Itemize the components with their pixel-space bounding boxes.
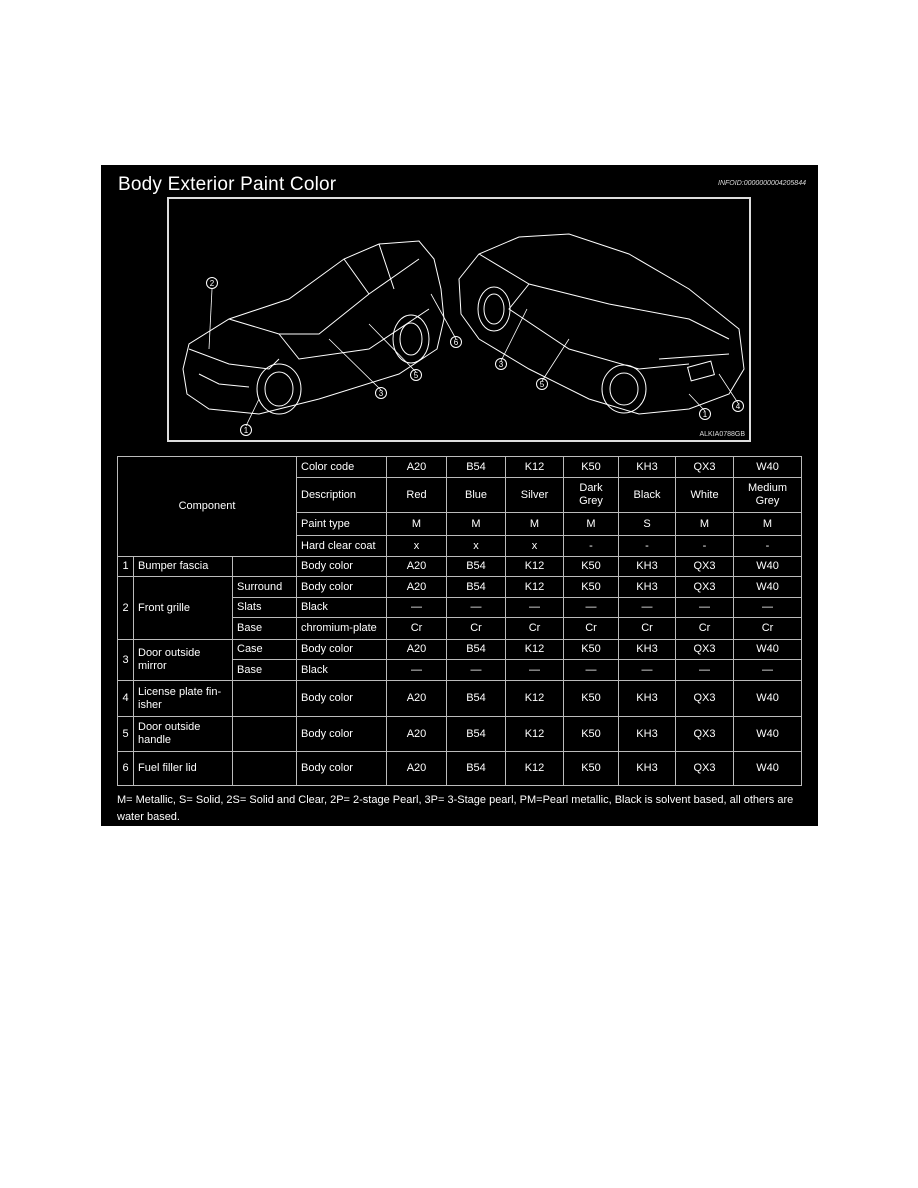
color-value: QX3 xyxy=(676,577,734,598)
component-spec: Body color xyxy=(297,717,387,752)
callout-label: 3 xyxy=(378,389,384,398)
color-value: B54 xyxy=(447,752,506,786)
header-value: x xyxy=(387,536,447,557)
component-name: Door outside handle xyxy=(134,717,233,752)
component-part: Surround xyxy=(233,577,297,598)
component-name: Front grille xyxy=(134,577,233,640)
header-value: x xyxy=(447,536,506,557)
component-spec: chromium-plate xyxy=(297,618,387,640)
color-value: QX3 xyxy=(676,681,734,717)
header-value: K50 xyxy=(564,457,619,478)
header-value: - xyxy=(564,536,619,557)
color-value: — xyxy=(734,660,802,681)
color-value: A20 xyxy=(387,752,447,786)
header-value: M xyxy=(564,513,619,536)
color-value: — xyxy=(619,598,676,618)
color-value: KH3 xyxy=(619,557,676,577)
callout-label: 4 xyxy=(735,402,741,411)
table-row xyxy=(118,752,802,786)
header-value: Dark Grey xyxy=(564,478,619,513)
color-value: A20 xyxy=(387,577,447,598)
table-row xyxy=(118,717,802,752)
color-value: Cr xyxy=(387,618,447,640)
component-part: Case xyxy=(233,640,297,660)
header-value: - xyxy=(676,536,734,557)
header-row xyxy=(118,457,802,478)
color-value: K12 xyxy=(506,681,564,717)
color-value: Cr xyxy=(564,618,619,640)
color-value: Cr xyxy=(506,618,564,640)
color-value: QX3 xyxy=(676,752,734,786)
paint-color-table xyxy=(117,456,802,786)
header-value: S xyxy=(619,513,676,536)
header-value: K12 xyxy=(506,457,564,478)
color-value: — xyxy=(506,598,564,618)
header-value: Silver xyxy=(506,478,564,513)
header-label: Hard clear coat xyxy=(297,536,387,557)
color-value: B54 xyxy=(447,577,506,598)
header-value: M xyxy=(676,513,734,536)
header-value: M xyxy=(734,513,802,536)
color-value: A20 xyxy=(387,557,447,577)
color-value: A20 xyxy=(387,640,447,660)
component-number: 3 xyxy=(118,640,134,681)
component-number: 6 xyxy=(118,752,134,786)
header-value: A20 xyxy=(387,457,447,478)
header-value: Blue xyxy=(447,478,506,513)
callout-label: 1 xyxy=(702,410,708,419)
component-header: Component xyxy=(118,457,297,557)
header-value: x xyxy=(506,536,564,557)
header-value: QX3 xyxy=(676,457,734,478)
component-number: 5 xyxy=(118,717,134,752)
color-value: Cr xyxy=(447,618,506,640)
color-value: — xyxy=(506,660,564,681)
callout-label: 5 xyxy=(413,371,419,380)
color-value: KH3 xyxy=(619,681,676,717)
header-value: Red xyxy=(387,478,447,513)
header-value: White xyxy=(676,478,734,513)
table-row xyxy=(118,557,802,577)
color-value: K50 xyxy=(564,717,619,752)
color-value: KH3 xyxy=(619,717,676,752)
component-part xyxy=(233,557,297,577)
footnote: M= Metallic, S= Solid, 2S= Solid and Clear, 2P= 2-stage Pearl, 3P= 3-Stage pearl, PM=Pearl metallic, Black is solvent based, all others are water based. xyxy=(117,794,794,823)
component-spec: Body color xyxy=(297,577,387,598)
paint-color-panel xyxy=(101,165,818,826)
component-number: 2 xyxy=(118,577,134,640)
color-value: Cr xyxy=(734,618,802,640)
color-value: — xyxy=(447,598,506,618)
color-value: — xyxy=(564,660,619,681)
component-part: Slats xyxy=(233,598,297,618)
header-value: B54 xyxy=(447,457,506,478)
color-value: B54 xyxy=(447,557,506,577)
color-value: — xyxy=(447,660,506,681)
table-row xyxy=(118,640,802,660)
figure-code: ALKIA0788GB xyxy=(699,431,745,438)
color-value: W40 xyxy=(734,640,802,660)
color-value: — xyxy=(387,598,447,618)
component-name: License plate fin-isher xyxy=(134,681,233,717)
page-title: Body Exterior Paint Color xyxy=(118,174,337,195)
color-value: KH3 xyxy=(619,640,676,660)
color-value: QX3 xyxy=(676,717,734,752)
component-part xyxy=(233,752,297,786)
component-spec: Black xyxy=(297,598,387,618)
header-value: M xyxy=(506,513,564,536)
header-label: Paint type xyxy=(297,513,387,536)
component-part xyxy=(233,717,297,752)
color-value: K12 xyxy=(506,752,564,786)
component-spec: Body color xyxy=(297,681,387,717)
color-value: B54 xyxy=(447,640,506,660)
color-value: — xyxy=(734,598,802,618)
component-name: Door outside mirror xyxy=(134,640,233,681)
color-value: W40 xyxy=(734,577,802,598)
component-spec: Body color xyxy=(297,557,387,577)
color-value: B54 xyxy=(447,681,506,717)
color-value: — xyxy=(676,598,734,618)
color-value: K50 xyxy=(564,577,619,598)
front-car-outline xyxy=(183,241,444,414)
callout-label: 1 xyxy=(243,426,249,435)
component-number: 4 xyxy=(118,681,134,717)
header-value: Medium Grey xyxy=(734,478,802,513)
color-value: K50 xyxy=(564,557,619,577)
color-value: W40 xyxy=(734,717,802,752)
table-row xyxy=(118,681,802,717)
color-value: QX3 xyxy=(676,640,734,660)
header-value: Black xyxy=(619,478,676,513)
component-part: Base xyxy=(233,660,297,681)
component-name: Bumper fascia xyxy=(134,557,233,577)
component-part: Base xyxy=(233,618,297,640)
color-value: K50 xyxy=(564,681,619,717)
color-value: — xyxy=(619,660,676,681)
header-value: - xyxy=(619,536,676,557)
header-value: M xyxy=(387,513,447,536)
header-value: - xyxy=(734,536,802,557)
color-value: — xyxy=(564,598,619,618)
header-value: KH3 xyxy=(619,457,676,478)
car-line-drawing xyxy=(169,199,753,444)
component-spec: Black xyxy=(297,660,387,681)
doc-id: INFOID:0000000004205844 xyxy=(718,180,806,187)
color-value: K12 xyxy=(506,557,564,577)
color-value: KH3 xyxy=(619,752,676,786)
header-label: Color code xyxy=(297,457,387,478)
rear-car-outline xyxy=(459,234,744,414)
vehicle-illustration xyxy=(167,197,751,442)
header-value: W40 xyxy=(734,457,802,478)
color-value: W40 xyxy=(734,681,802,717)
color-value: QX3 xyxy=(676,557,734,577)
component-number: 1 xyxy=(118,557,134,577)
color-value: — xyxy=(676,660,734,681)
callout-label: 5 xyxy=(539,380,545,389)
color-value: Cr xyxy=(619,618,676,640)
component-spec: Body color xyxy=(297,640,387,660)
color-value: — xyxy=(387,660,447,681)
color-value: W40 xyxy=(734,752,802,786)
component-part xyxy=(233,681,297,717)
color-value: K50 xyxy=(564,640,619,660)
color-value: A20 xyxy=(387,681,447,717)
header-label: Description xyxy=(297,478,387,513)
color-value: A20 xyxy=(387,717,447,752)
header-value: M xyxy=(447,513,506,536)
callout-label: 2 xyxy=(209,279,215,288)
callout-label: 6 xyxy=(453,338,459,347)
color-value: KH3 xyxy=(619,577,676,598)
color-value: Cr xyxy=(676,618,734,640)
component-spec: Body color xyxy=(297,752,387,786)
color-value: K12 xyxy=(506,717,564,752)
color-value: B54 xyxy=(447,717,506,752)
color-value: K12 xyxy=(506,640,564,660)
color-value: K50 xyxy=(564,752,619,786)
callout-label: 3 xyxy=(498,360,504,369)
color-value: W40 xyxy=(734,557,802,577)
component-name: Fuel filler lid xyxy=(134,752,233,786)
color-value: K12 xyxy=(506,577,564,598)
table-row xyxy=(118,577,802,598)
